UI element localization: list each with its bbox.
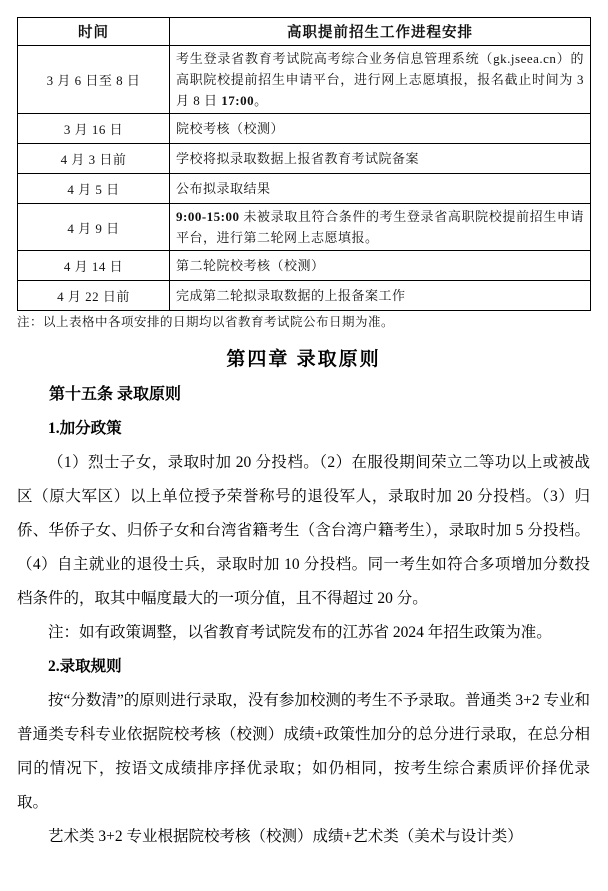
desc-text: 院校考核（校测） xyxy=(176,121,285,136)
time-cell: 3 月 6 日至 8 日 xyxy=(18,46,170,114)
desc-text: 考生登录省教育考试院高考综合业务信息管理系统（gk.jseea.cn）的高职院校提前招生申请平台，进行网上志愿填报，报名截止时间为 3 月 8 日 xyxy=(176,51,584,108)
table-row xyxy=(18,204,591,251)
document-body xyxy=(17,378,590,854)
subsection-2-heading: 2.录取规则 xyxy=(48,658,122,675)
desc-bold-text: 9:00-15:00 xyxy=(176,209,240,224)
table-row xyxy=(18,114,591,144)
chapter-heading: 第四章 录取原则 xyxy=(226,349,381,370)
admission-rules-paragraph: 按“分数清”的原则进行录取，没有参加校测的考生不予录取。普通类 3+2 专业和普通类专科专业依据院校考核（校测）成绩+政策性加分的总分进行录取，在总分相同的情况下，按语文成绩排序择优录取；如仍相同，按考生综合素质评价择优录取。 xyxy=(17,692,590,811)
desc-cell xyxy=(170,281,591,311)
art-majors-paragraph: 艺术类 3+2 专业根据院校考核（校测）成绩+艺术类（美术与设计类） xyxy=(48,828,523,845)
time-cell: 3 月 16 日 xyxy=(18,114,170,144)
desc-cell xyxy=(170,174,591,204)
table-row xyxy=(18,46,591,114)
table-note: 注：以上表格中各项安排的日期均以省教育考试院公布日期为准。 xyxy=(17,315,395,329)
schedule-table xyxy=(17,17,591,311)
time-cell: 4 月 14 日 xyxy=(18,251,170,281)
bonus-policy-paragraph: （1）烈士子女，录取时加 20 分投档。（2）在服役期间荣立二等功以上或被战区（原大军区）以上单位授予荣誉称号的退役军人，录取时加 20 分投档。（3）归侨、华侨子女、归侨子女和台湾省籍考生（含台湾户籍考生），录取时加 5 分投档。（4）自主就业的退役士兵，录取时加 10 分投档。同一考生如符合多项增加分数投档条件的，取其中幅度最大的一项分值，且不得超过 20 分。 xyxy=(17,454,590,607)
time-cell: 4 月 9 日 xyxy=(18,204,170,251)
desc-text: 第二轮院校考核（校测） xyxy=(176,258,325,273)
desc-cell xyxy=(170,144,591,174)
policy-note-paragraph: 注：如有政策调整，以省教育考试院发布的江苏省 2024 年招生政策为准。 xyxy=(48,624,552,641)
table-header-schedule: 高职提前招生工作进程安排 xyxy=(170,18,591,46)
desc-cell xyxy=(170,251,591,281)
desc-text: 完成第二轮拟录取数据的上报备案工作 xyxy=(176,288,406,303)
table-row xyxy=(18,144,591,174)
desc-cell xyxy=(170,204,591,251)
table-row xyxy=(18,174,591,204)
table-row xyxy=(18,281,591,311)
subsection-1-heading: 1.加分政策 xyxy=(48,420,122,437)
table-header-row xyxy=(18,18,591,46)
desc-bold-text: 17:00 xyxy=(221,93,255,108)
desc-text: 未被录取且符合条件的考生登录省高职院校提前招生申请平台，进行第二轮网上志愿填报。 xyxy=(176,209,584,245)
desc-text: 。 xyxy=(254,93,268,108)
desc-text: 学校将拟录取数据上报省教育考试院备案 xyxy=(176,151,420,166)
table-header-time: 时间 xyxy=(18,18,170,46)
time-cell: 4 月 3 日前 xyxy=(18,144,170,174)
time-cell: 4 月 5 日 xyxy=(18,174,170,204)
desc-cell xyxy=(170,46,591,114)
desc-cell xyxy=(170,114,591,144)
section-heading: 第十五条 录取原则 xyxy=(49,386,182,403)
desc-text: 公布拟录取结果 xyxy=(176,181,271,196)
time-cell: 4 月 22 日前 xyxy=(18,281,170,311)
table-row xyxy=(18,251,591,281)
